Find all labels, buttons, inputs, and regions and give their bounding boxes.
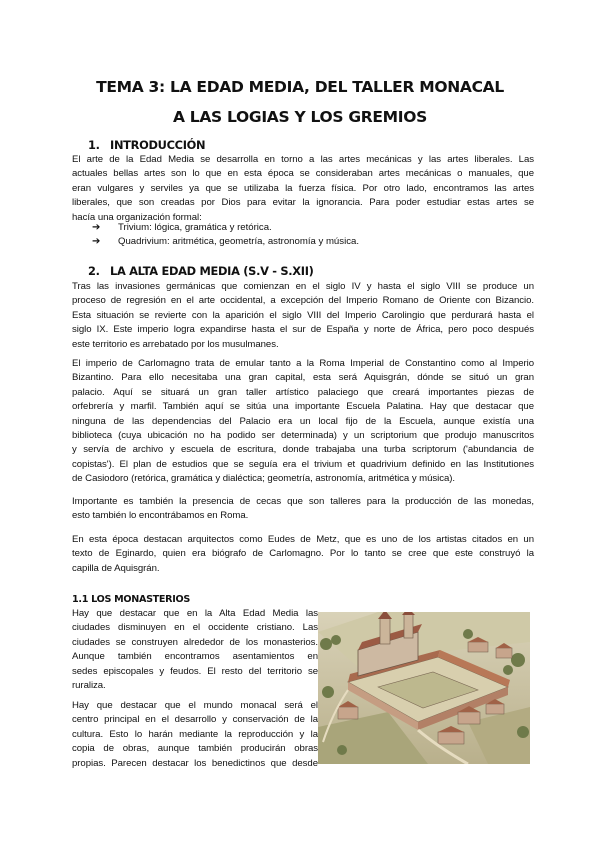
bullet-trivium [92,222,272,233]
monasterios-paragraph-2 [72,699,318,771]
text-line: El imperio de Carlomagno trata de emular tanto a la Roma Imperial de Constantino como al Imperio [72,358,534,369]
intro-paragraph [72,153,534,225]
text-line: ciudades disminuyen en el occidente cristiano. Las [72,622,318,634]
section-number: 2. [88,264,100,278]
alta-edad-media-paragraph-3 [72,495,534,524]
text-line: propias. Parecen destacar los benedictinos que desde [72,757,318,769]
text-line: En esta época destacan arquitectos como Eudes de Metz, que es uno de los artistas citados en un [72,534,534,545]
text-line: Tras las invasiones germánicas que comienzan en el siglo IV y hasta el siglo VIII se produce un [72,281,534,292]
text-line: cultura. Esto lo harán mediante la reproducción y la [72,728,318,740]
text-line: de Casiodoro (retórica, gramática y dialéctica; geometría, astronomía, aritmética y música). [72,473,456,485]
text-line: proceso de regresión en el arte occidental, a excepción del Imperio Romano de Oriente con Bizancio. [72,295,534,307]
arrow-right-icon: ➔ [92,222,101,233]
text-line: palacio. Aquí se situará un gran taller artístico palaciego que creará importantes piezas de [72,386,534,398]
text-line: ciudades se construyen alrededor de los monasterios. [72,636,318,648]
monasterios-paragraph-1 [72,607,318,693]
section-number: 1. [88,138,100,152]
text-line: texto de Eginardo, quien era biógrafo de Carlomagno. Por lo tanto se cree que este construyó la [72,548,534,560]
alta-edad-media-paragraph-4 [72,533,534,576]
text-line: biblioteca (cuya ubicación no ha podido ser determinada) y un scriptorium que produjo manuscritos [72,430,534,442]
text-line: capilla de Aquisgrán. [72,562,160,574]
text-line: Importante es también la presencia de cecas que son talleres para la producción de las monedas, [72,496,534,507]
text-line: hacía una organización formal: [72,211,202,223]
alta-edad-media-paragraph-2 [72,357,534,487]
text-line: orfebrería y marfil. También aquí se sitúa una importante Escuela Palatina. Hay que destacar que [72,401,534,413]
text-line: siglo IX. Este imperio logra expandirse hasta el sur de España y norte de África, pero poco después [72,324,534,336]
alta-edad-media-paragraph-1 [72,280,534,352]
text-line: copia de obras, aunque también producirán obras [72,743,318,755]
text-line: Aunque también encontramos asentamientos en [72,651,318,663]
text-line: y servía de archivo y escuela de escritura, donde trabajaba una turba scriptorum ('abundancia de [72,444,534,456]
section-title: LA ALTA EDAD MEDIA (S.V - S.XII) [110,264,314,278]
section-heading-introduccion [88,138,205,152]
text-line: este territorio es arrebatado por los musulmanes. [72,338,279,350]
subsection-heading-monasterios: 1.1 LOS MONASTERIOS [72,594,190,605]
text-line: Hay que destacar que en la Alta Edad Media las [72,608,318,619]
text-line: El arte de la Edad Media se desarrolla en torno a las artes mecánicas y las artes liberales. Las [72,154,534,165]
page-title-line-1: TEMA 3: LA EDAD MEDIA, DEL TALLER MONACAL [96,78,504,96]
text-line: esto también lo encontrábamos en Roma. [72,510,249,522]
text-line: liberales, que son creadas por Dios para evitar la ignorancia. Para poder estudiar estas artes se [72,197,534,209]
arrow-right-icon: ➔ [92,236,101,247]
section-heading-alta-edad-media [88,264,314,278]
text-line: ninguna de las dependencias del Palacio era un local fijo de la Escuela, aunque existía una [72,415,534,427]
bullet-text: Quadrivium: aritmética, geometría, astronomía y música. [118,236,359,247]
bullet-quadrivium [92,236,359,247]
text-line: copistas'). El plan de estudios que se seguía era el trivium et quadrivium definido en las Institutiones [72,458,534,470]
section-title: INTRODUCCIÓN [110,138,206,152]
text-line: centro principal en el desarrollo y conservación de la [72,714,318,726]
text-line: Esta situación se revierte con la aparición el siglo VIII del Imperio Carolingio que perdurará hasta el [72,309,534,321]
monastery-illustration [318,612,530,764]
page-title-line-2: A LAS LOGIAS Y LOS GREMIOS [172,108,428,126]
text-line: Hay que destacar que el mundo monacal será el [72,700,318,711]
monastery-drawing [318,612,530,764]
text-line: Bizantino. Para ello necesitaba una gran capital, esta será Aquisgrán, dónde se situó un gran [72,372,534,384]
text-line: sedes episcopales y feudos. El resto del territorio se [72,665,318,677]
bullet-text: Trivium: lógica, gramática y retórica. [118,222,272,233]
text-line: ruraliza. [72,680,106,692]
text-line: eran vulgares y serviles ya que se utilizaba la fuerza física. Por otro lado, encontramos las artes [72,182,534,194]
text-line: actuales bellas artes son lo que en esta época se consideraban artes mecánicas o manuales, que [72,168,534,180]
